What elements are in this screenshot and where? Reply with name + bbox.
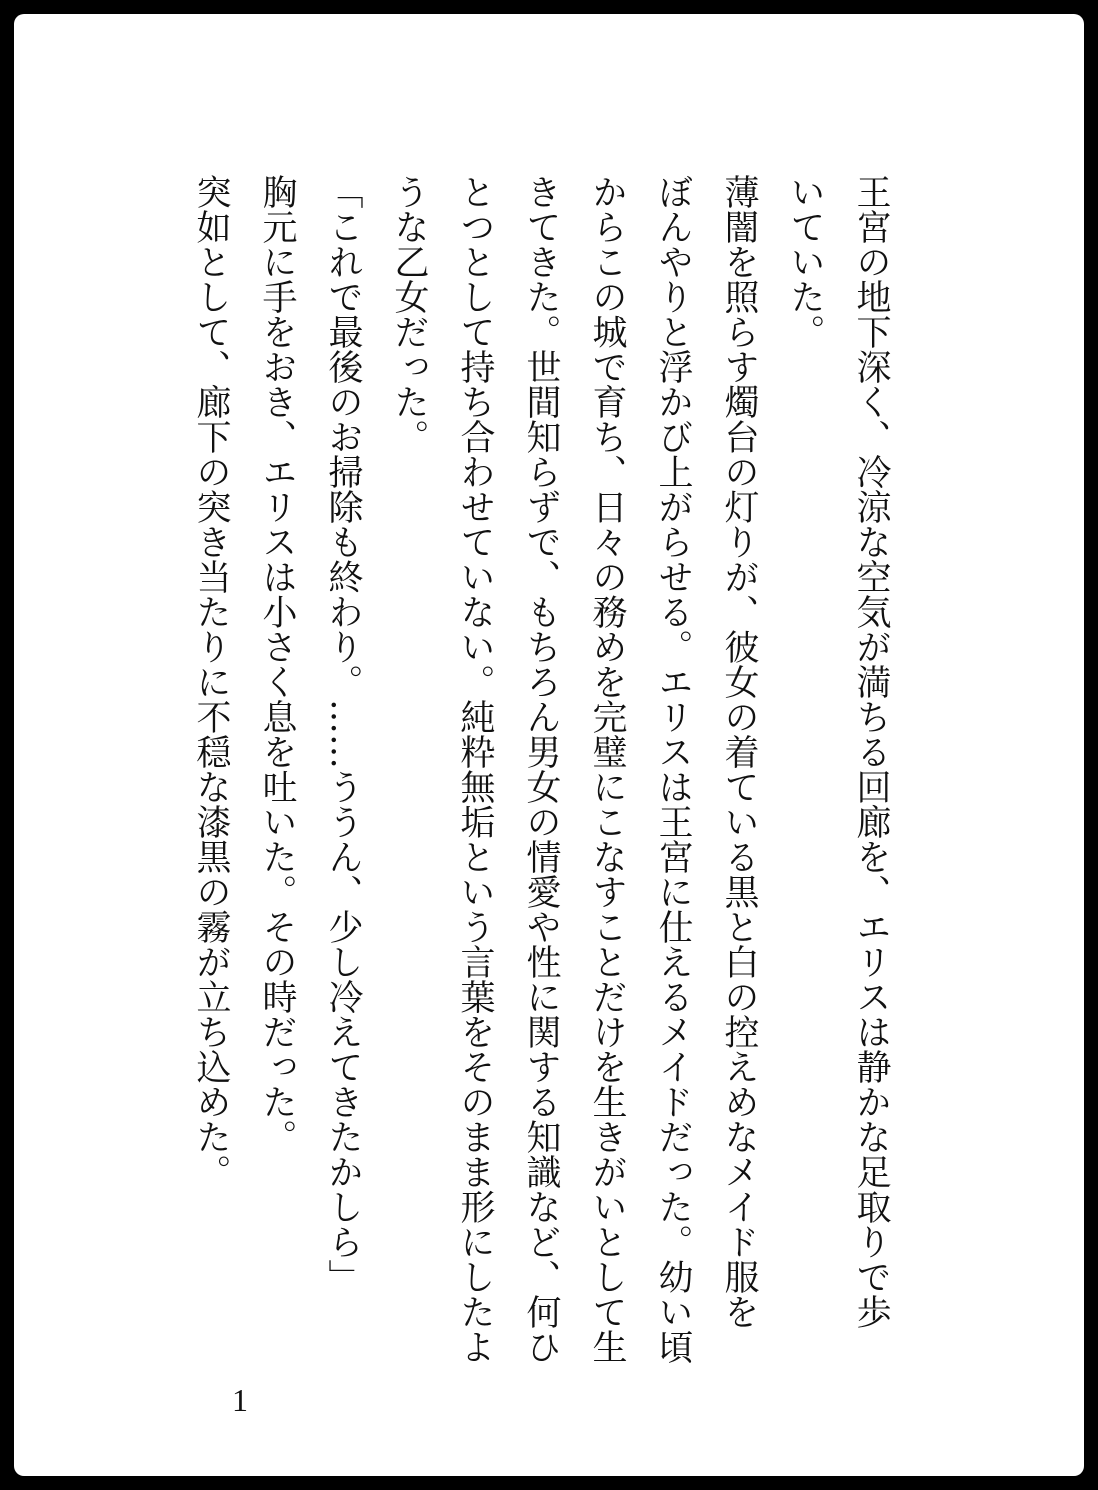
vertical-body-text	[191, 174, 904, 1364]
text-line: 薄闇を照らす燭台の灯りが、彼女の着ている黒と白の控えめなメイド服を	[719, 174, 759, 1329]
page-number: 1	[232, 1382, 248, 1418]
book-page	[14, 14, 1084, 1476]
text-line: 突如として、廊下の突き当たりに不穏な漆黒の霧が立ち込めた。	[191, 174, 231, 1189]
text-line: 「これで最後のお掃除も終わり。……ううん、少し冷えてきたかしら」	[323, 174, 363, 1294]
text-line: 胸元に手をおき、エリスは小さく息を吐いた。その時だった。	[257, 174, 297, 1154]
text-line: 王宮の地下深く、冷涼な空気が満ちる回廊を、エリスは静かな足取りで歩	[851, 174, 891, 1329]
text-line: きてきた。世間知らずで、もちろん男女の情愛や性に関する知識など、何ひ	[521, 174, 561, 1364]
text-line: いていた。	[785, 174, 825, 349]
text-line: とつとして持ち合わせていない。純粋無垢という言葉をそのまま形にしたよ	[455, 174, 495, 1364]
text-line: うな乙女だった。	[389, 174, 429, 454]
text-line: ぼんやりと浮かび上がらせる。エリスは王宮に仕えるメイドだった。幼い頃	[653, 174, 693, 1364]
text-line: からこの城で育ち、日々の務めを完璧にこなすことだけを生きがいとして生	[587, 174, 627, 1364]
